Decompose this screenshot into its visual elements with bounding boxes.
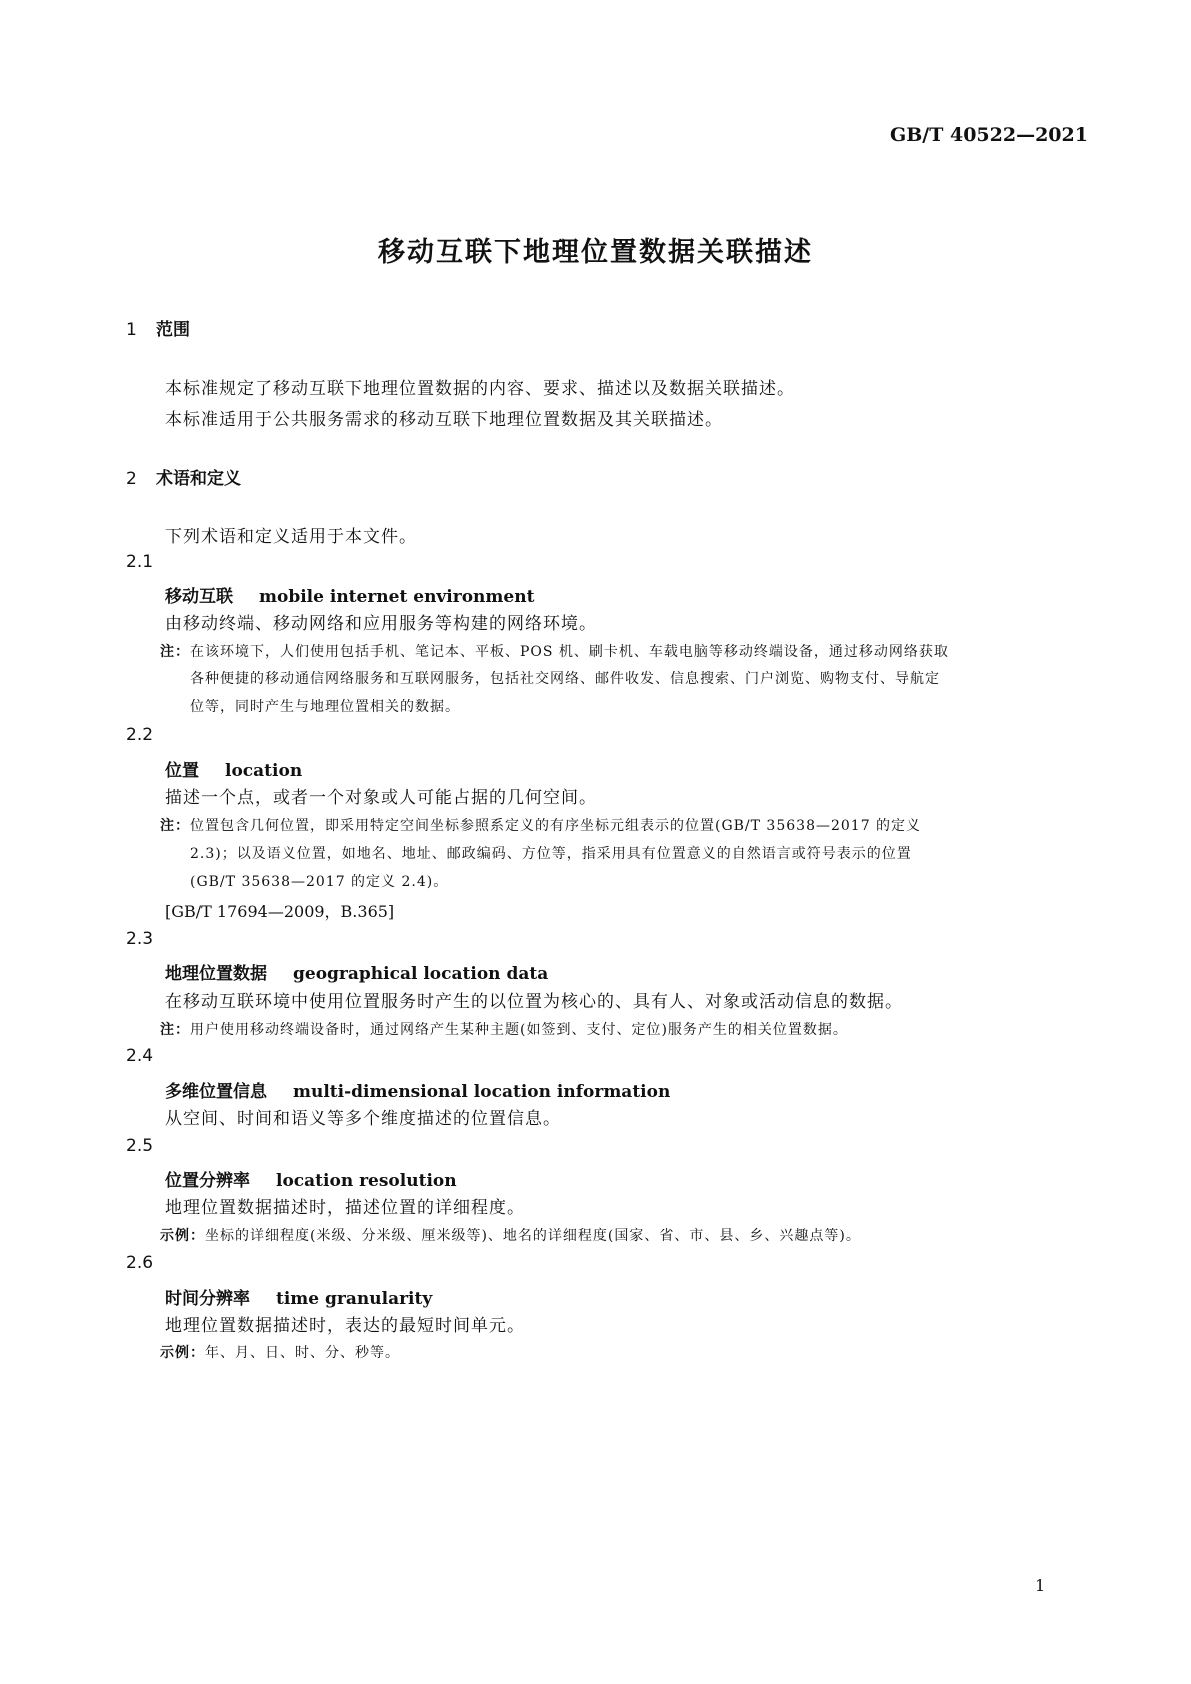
note-text: 位等，同时产生与地理位置相关的数据。 [190, 699, 460, 715]
term-zh: 多维位置信息 [165, 1082, 267, 1102]
note-text: 2.3)；以及语义位置，如地名、地址、邮政编码、方位等，指采用具有位置意义的自然语言或符号表示的位置 [190, 846, 912, 862]
term-definition: 地理位置数据描述时，描述位置的详细程度。 [165, 1198, 525, 1218]
example-label: 示例： [160, 1228, 205, 1244]
term-note [160, 641, 949, 661]
clause-number: 2.2 [126, 725, 154, 745]
example-text: 坐标的详细程度(米级、分米级、厘米级等)、地名的详细程度(国家、省、市、县、乡、兴趣点等)。 [205, 1228, 861, 1244]
note-label: 注： [160, 644, 190, 660]
term-zh: 地理位置数据 [165, 964, 267, 984]
term-en: time granularity [276, 1289, 433, 1309]
clause-number: 2.4 [126, 1046, 154, 1066]
term-en: location resolution [276, 1171, 457, 1191]
term-definition: 在移动互联环境中使用位置服务时产生的以位置为核心的、具有人、对象或活动信息的数据。 [165, 992, 903, 1012]
note-text: 位置包含几何位置，即采用特定空间坐标参照系定义的有序坐标元组表示的位置(GB/T 35638—2017 的定义 [190, 818, 922, 834]
example-label: 示例： [160, 1345, 205, 1361]
term-heading [165, 1077, 670, 1102]
terms-intro: 下列术语和定义适用于本文件。 [165, 527, 417, 547]
term-note [160, 815, 921, 835]
document-title: 移动互联下地理位置数据关联描述 [378, 237, 813, 268]
example-text: 年、月、日、时、分、秒等。 [205, 1345, 400, 1361]
section-number: 2 [126, 469, 137, 489]
term-en: multi-dimensional location information [293, 1082, 671, 1102]
note-text: 各种便捷的移动通信网络服务和互联网服务，包括社交网络、邮件收发、信息搜索、门户浏览、购物支付、导航定 [190, 671, 940, 687]
section-1-heading [126, 315, 190, 340]
term-zh: 位置 [165, 761, 199, 781]
term-source: [GB/T 17694—2009，B.365] [165, 902, 395, 921]
term-en: location [225, 761, 303, 781]
term-en: geographical location data [293, 964, 549, 984]
term-heading [165, 756, 302, 781]
section-title: 术语和定义 [156, 469, 241, 489]
section-title: 范围 [156, 320, 190, 340]
clause-number: 2.5 [126, 1136, 154, 1156]
scope-paragraph-2: 本标准适用于公共服务需求的移动互联下地理位置数据及其关联描述。 [165, 410, 723, 430]
term-en: mobile internet environment [259, 587, 535, 607]
term-heading [165, 1284, 432, 1309]
term-definition: 由移动终端、移动网络和应用服务等构建的网络环境。 [165, 614, 597, 634]
clause-number: 2.3 [126, 929, 154, 949]
term-zh: 位置分辨率 [165, 1171, 250, 1191]
section-2-heading [126, 464, 241, 489]
note-text: (GB/T 35638—2017 的定义 2.4)。 [190, 874, 449, 890]
term-definition: 从空间、时间和语义等多个维度描述的位置信息。 [165, 1109, 561, 1129]
term-heading [165, 959, 548, 984]
term-definition: 描述一个点，或者一个对象或人可能占据的几何空间。 [165, 788, 597, 808]
term-example [160, 1342, 400, 1362]
scope-paragraph-1: 本标准规定了移动互联下地理位置数据的内容、要求、描述以及数据关联描述。 [165, 379, 795, 399]
term-note [160, 1019, 848, 1039]
clause-number: 2.6 [126, 1253, 154, 1273]
note-label: 注： [160, 818, 190, 834]
section-number: 1 [126, 320, 137, 340]
term-heading [165, 1166, 457, 1191]
term-definition: 地理位置数据描述时，表达的最短时间单元。 [165, 1316, 525, 1336]
term-heading [165, 582, 534, 607]
document-number: GB/T 40522—2021 [890, 124, 1088, 146]
note-text: 用户使用移动终端设备时，通过网络产生某种主题(如签到、支付、定位)服务产生的相关位置数据。 [190, 1022, 848, 1038]
note-label: 注： [160, 1022, 190, 1038]
page-number: 1 [1035, 1576, 1046, 1595]
term-zh: 移动互联 [165, 587, 233, 607]
term-zh: 时间分辨率 [165, 1289, 250, 1309]
clause-number: 2.1 [126, 552, 154, 572]
term-example [160, 1225, 861, 1245]
note-text: 在该环境下，人们使用包括手机、笔记本、平板、POS 机、刷卡机、车载电脑等移动终端设备，通过移动网络获取 [190, 644, 949, 660]
